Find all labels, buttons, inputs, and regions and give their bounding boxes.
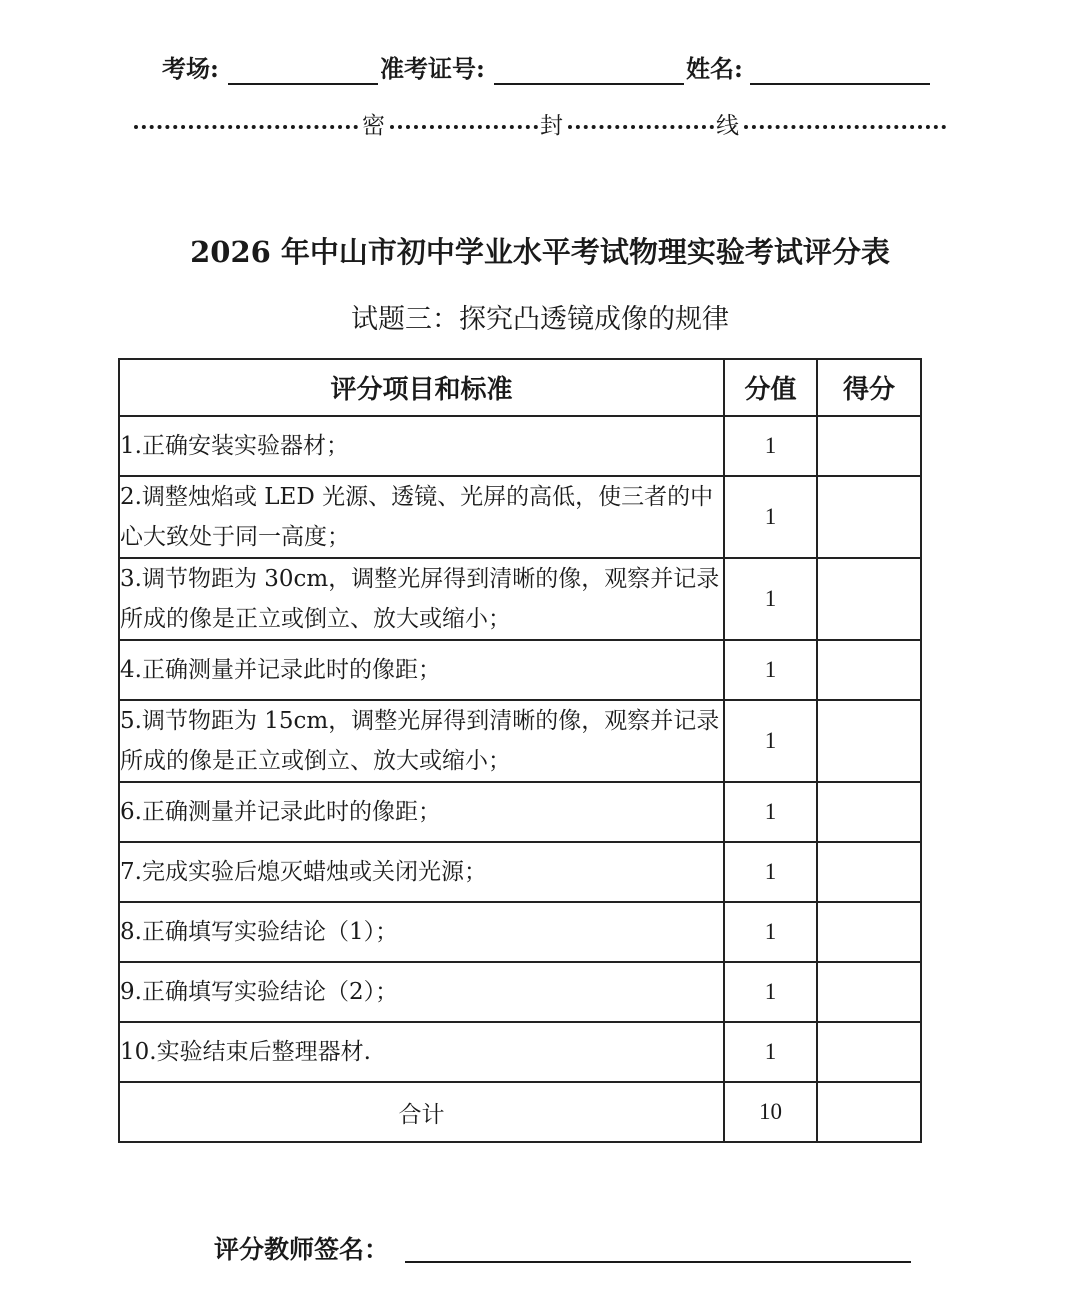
points-cell: 1 <box>724 476 817 558</box>
criteria-cell: 3.调节物距为 30cm，调整光屏得到清晰的像，观察并记录所成的像是正立或倒立、放大或缩小； <box>119 558 724 640</box>
criteria-cell: 5.调节物距为 15cm，调整光屏得到清晰的像，观察并记录所成的像是正立或倒立、放大或缩小； <box>119 700 724 782</box>
points-cell: 1 <box>724 640 817 700</box>
total-points: 10 <box>724 1082 817 1142</box>
points-cell: 1 <box>724 962 817 1022</box>
candidate-info-header <box>0 52 1080 92</box>
score-cell[interactable] <box>817 700 921 782</box>
score-cell[interactable] <box>817 782 921 842</box>
seal-dots <box>134 125 358 129</box>
criteria-cell: 7.完成实验后熄灭蜡烛或关闭光源； <box>119 842 724 902</box>
criteria-cell: 6.正确测量并记录此时的像距； <box>119 782 724 842</box>
total-label: 合计 <box>119 1082 724 1142</box>
points-cell: 1 <box>724 782 817 842</box>
score-cell[interactable] <box>817 842 921 902</box>
exam-room-field[interactable] <box>228 83 378 85</box>
seal-dots <box>744 125 946 129</box>
score-cell[interactable] <box>817 640 921 700</box>
points-cell: 1 <box>724 902 817 962</box>
signature-label: 评分教师签名： <box>214 1235 390 1264</box>
name-label: 姓名: <box>686 54 743 83</box>
table-row <box>119 842 921 902</box>
table-row <box>119 1022 921 1082</box>
seal-char-mi: 密 <box>362 113 385 139</box>
ticket-number-field[interactable] <box>494 83 684 85</box>
ticket-number-label: 准考证号: <box>380 54 485 83</box>
scoring-table <box>118 358 922 1143</box>
criteria-cell: 10.实验结束后整理器材. <box>119 1022 724 1082</box>
document-subtitle: 试题三：探究凸透镜成像的规律 <box>351 304 729 335</box>
score-cell[interactable] <box>817 416 921 476</box>
criteria-cell: 9.正确填写实验结论（2）； <box>119 962 724 1022</box>
table-row <box>119 902 921 962</box>
name-field[interactable] <box>750 83 930 85</box>
exam-room-label: 考场: <box>162 54 219 83</box>
table-row <box>119 640 921 700</box>
seal-char-feng: 封 <box>540 113 563 139</box>
total-score-cell[interactable] <box>817 1082 921 1142</box>
points-cell: 1 <box>724 416 817 476</box>
header-criteria: 评分项目和标准 <box>119 359 724 416</box>
criteria-cell: 4.正确测量并记录此时的像距； <box>119 640 724 700</box>
signature-field[interactable] <box>405 1261 911 1263</box>
seal-dots <box>390 125 538 129</box>
points-cell: 1 <box>724 1022 817 1082</box>
document-title: 2026 年中山市初中学业水平考试物理实验考试评分表 <box>190 235 890 269</box>
table-row <box>119 962 921 1022</box>
criteria-cell: 2.调整烛焰或 LED 光源、透镜、光屏的高低，使三者的中心大致处于同一高度； <box>119 476 724 558</box>
score-cell[interactable] <box>817 558 921 640</box>
score-cell[interactable] <box>817 1022 921 1082</box>
header-points: 分值 <box>724 359 817 416</box>
table-row <box>119 476 921 558</box>
score-cell[interactable] <box>817 476 921 558</box>
table-row <box>119 700 921 782</box>
table-row <box>119 558 921 640</box>
table-row <box>119 416 921 476</box>
criteria-cell: 8.正确填写实验结论（1）； <box>119 902 724 962</box>
score-cell[interactable] <box>817 902 921 962</box>
header-score: 得分 <box>817 359 921 416</box>
points-cell: 1 <box>724 842 817 902</box>
criteria-cell: 1.正确安装实验器材； <box>119 416 724 476</box>
table-header-row <box>119 359 921 416</box>
seal-line <box>134 108 946 144</box>
score-cell[interactable] <box>817 962 921 1022</box>
table-row <box>119 782 921 842</box>
total-row <box>119 1082 921 1142</box>
points-cell: 1 <box>724 700 817 782</box>
seal-char-xian: 线 <box>716 113 739 139</box>
points-cell: 1 <box>724 558 817 640</box>
seal-dots <box>568 125 714 129</box>
